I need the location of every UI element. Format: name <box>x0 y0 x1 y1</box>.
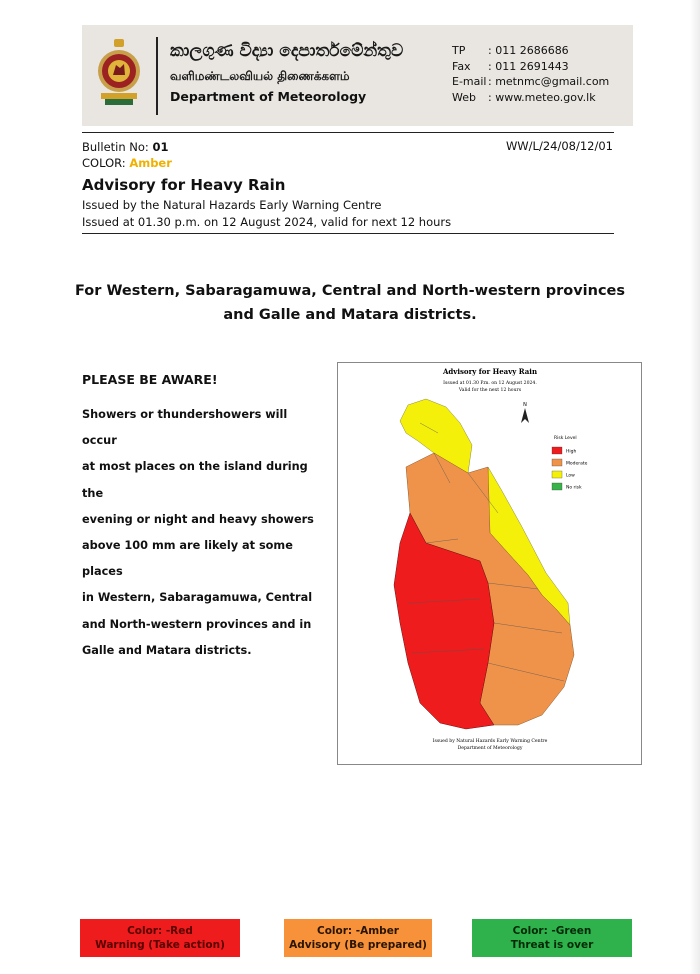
page-edge-shadow <box>690 0 700 974</box>
map-legend <box>552 435 588 491</box>
header-divider <box>156 37 158 115</box>
letterhead <box>82 25 633 126</box>
legend-swatch-high <box>552 447 562 454</box>
issued-by: Issued by the Natural Hazards Early Warning Centre <box>82 198 382 212</box>
map-title: Advisory for Heavy Rain <box>442 367 538 376</box>
bulletin-reference: WW/L/24/08/12/01 <box>505 139 613 153</box>
rule-bottom <box>82 233 614 234</box>
bulletin-number: 01 <box>152 140 169 154</box>
advisory-text: Showers or thundershowers will occur at most places on the island during the evening or night and heavy showers above 100 mm are likely at some places in Western, Sabaragamuwa, Central and North-western provinces and in Galle and Matara districts. <box>82 408 314 657</box>
legend-swatch-no-risk <box>552 483 562 490</box>
org-name-sinhala: කාලගුණ විද්‍යා දෙපාර්තමේන්තුව <box>170 41 404 61</box>
bulletin-color: Amber <box>129 156 172 170</box>
legend-swatch-moderate <box>552 459 562 466</box>
map-footer-issuer: Issued by Natural Hazards Early Warning Centre <box>432 739 548 744</box>
advisory-title: Advisory for Heavy Rain <box>82 176 286 194</box>
rule-top <box>82 132 614 133</box>
government-emblem-icon <box>96 37 142 109</box>
risk-map-graphic <box>338 363 643 766</box>
org-name-english: Department of Meteorology <box>170 89 367 104</box>
contact-row: Web : www.meteo.gov.lk <box>452 90 596 104</box>
color-code-amber: Color: -Amber Advisory (Be prepared) <box>284 919 432 957</box>
please-be-aware: PLEASE BE AWARE! <box>82 372 218 387</box>
map-issued: Issued at 01.30 P.m. on 12 August 2024. <box>443 381 537 386</box>
north-arrow-icon <box>521 402 529 423</box>
contact-block <box>452 43 609 105</box>
color-code-red: Color: -Red Warning (Take action) <box>80 919 240 957</box>
svg-text:Low: Low <box>566 473 575 479</box>
bulletin-info: Bulletin No: 01 COLOR: Amber <box>82 140 172 170</box>
contact-row: Fax : 011 2691443 <box>452 59 569 73</box>
color-code-green: Color: -Green Threat is over <box>472 919 632 957</box>
risk-map <box>337 362 642 765</box>
svg-text:No risk: No risk <box>566 485 582 491</box>
issued-at: Issued at 01.30 p.m. on 12 August 2024, valid for next 12 hours <box>82 215 452 229</box>
map-valid: Valid for the next 12 hours <box>458 388 522 393</box>
contact-row: E-mail : metnmc@gmail.com <box>452 75 610 88</box>
map-footer-department: Department of Meteorology <box>457 746 523 751</box>
contact-row: TP : 011 2686686 <box>452 44 569 57</box>
svg-text:N: N <box>523 402 527 408</box>
svg-text:Risk Level: Risk Level <box>554 436 577 441</box>
org-name-tamil: வளிமண்டலவியல் திணைக்களம் <box>170 69 350 83</box>
legend-swatch-low <box>552 471 562 478</box>
affected-areas-heading: For Western, Sabaragamuwa, Central and North-western provinces and Galle and Matara districts. <box>74 283 626 323</box>
svg-text:High: High <box>566 449 577 455</box>
svg-text:Moderate: Moderate <box>566 461 588 467</box>
